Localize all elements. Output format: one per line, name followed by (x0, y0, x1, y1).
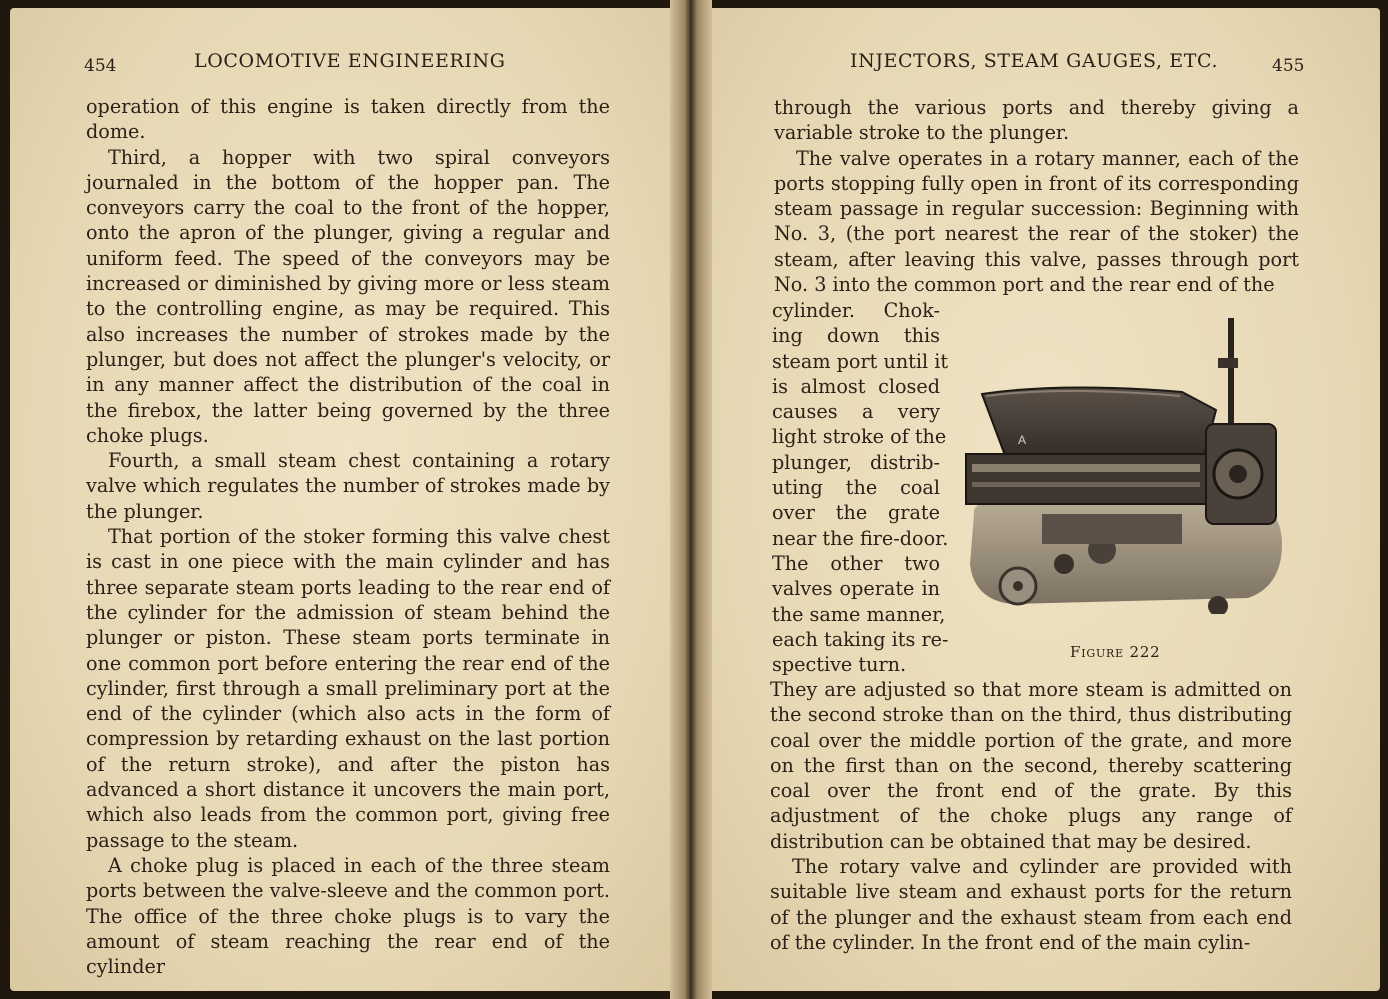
text-line: cylinder. Chok- (772, 299, 940, 322)
text-line: each taking its re- (772, 627, 949, 651)
text-line: is almost closed (772, 374, 940, 398)
page-number: 454 (84, 56, 117, 76)
wrapped-text-column (772, 298, 949, 677)
stoker-illustration (952, 314, 1292, 614)
page-number: 455 (1272, 56, 1305, 76)
body-text-bottom (770, 677, 1292, 955)
figure-caption: Figure 222 (1070, 643, 1161, 661)
figure-label: A (1018, 433, 1027, 447)
text-line: ing down this (772, 324, 940, 348)
paragraph: operation of this engine is taken directly from the dome. (86, 95, 610, 144)
running-head: INJECTORS, STEAM GAUGES, ETC. (850, 50, 1219, 72)
text-line: light stroke of the (772, 425, 947, 449)
text-line: causes a very (772, 400, 940, 424)
paragraph: Third, a hopper with two spiral conveyors journaled in the bottom of the hopper pan. The conveyors carry the coal to the front of the hopper, onto the apron of the plunger, giving a regular and uniform feed. The speed of the conveyors may be increased or diminished by giving more or less steam to the controlling engine, as may be required. This also increases the number of strokes made by the plunger, but does not affect the plunger's velocity, or in any manner affect the distribution of the coal in the firebox, the latter being governed by the three choke plugs. (86, 145, 610, 447)
text-line: The other two (772, 551, 940, 575)
text-line: over the grate (772, 501, 940, 525)
right-page (700, 8, 1380, 991)
running-head: LOCOMOTIVE ENGINEERING (194, 50, 506, 72)
paragraph: A choke plug is placed in each of the three steam ports between the valve-sleeve and the common port. The office of the three choke plugs is to vary the amount of steam reaching the rear end of the cylinder (86, 853, 610, 979)
text-line: spective turn. (772, 653, 907, 677)
stoker-drawing (952, 314, 1292, 614)
text-line: steam port until it (772, 349, 949, 373)
body-text-top (774, 95, 1299, 297)
text-line: the same manner, (772, 602, 946, 626)
paragraph: That portion of the stoker forming this valve chest is cast in one piece with the main cylinder and has three separate steam ports leading to the rear end of the cylinder for the admission of steam behind the plunger or piston. These steam ports terminate in one common port before entering the rear end of the cylinder, first through a small preliminary port at the end of the cylinder (which also acts in the form of compression by retarding exhaust on the last portion of the return stroke), and after the piston has advanced a short distance it uncovers the main port, which also leads from the common port, giving free passage to the steam. (86, 525, 610, 852)
text-line: uting the coal (772, 476, 940, 500)
paragraph: through the various ports and thereby giving a variable stroke to the plunger. (774, 96, 1299, 145)
paragraph: The rotary valve and cylinder are provided with suitable live steam and exhaust ports for the return of the plunger and the exhaust steam from each end of the cylinder. In the front end of the main cylin- (770, 855, 1292, 954)
paragraph: Fourth, a small steam chest containing a rotary valve which regulates the number of strokes made by the plunger. (86, 449, 610, 523)
text-line: plunger, distrib- (772, 450, 940, 474)
paragraph: The valve operates in a rotary manner, each of the ports stopping fully open in front of its corresponding steam passage in regular succession: Beginning with No. 3, (the port nearest the rear of the stoker) the steam, after leaving this valve, passes through port No. 3 into the common port and the rear end of the (774, 146, 1299, 297)
text-line: near the fire-door. (772, 526, 949, 550)
book-gutter (670, 0, 712, 999)
left-page (10, 8, 682, 991)
text-line: valves operate in (772, 577, 940, 601)
paragraph: They are adjusted so that more steam is admitted on the second stroke than on the third, thus distributing coal over the middle portion of the grate, and more on the first than on the second, thereby scattering coal over the front end of the grate. By this adjustment of the choke plugs any range of distribution can be obtained that may be desired. (770, 678, 1292, 853)
body-text (86, 94, 610, 979)
